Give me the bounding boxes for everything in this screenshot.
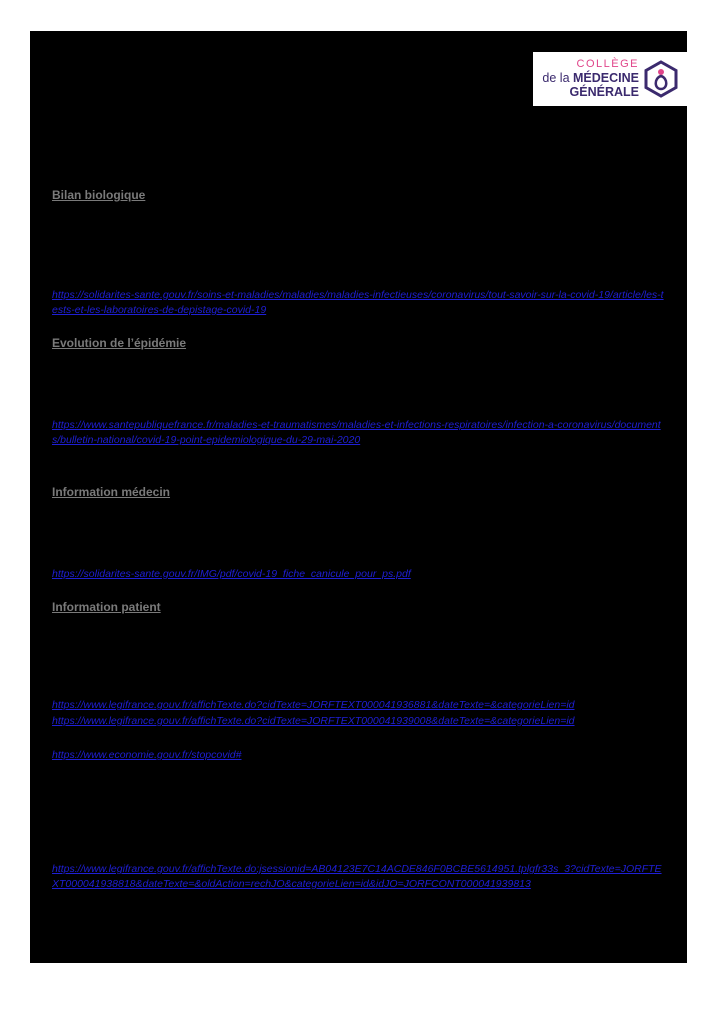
heading-information-patient: Information patient — [52, 600, 161, 614]
logo-line-college: COLLÈGE — [576, 58, 639, 70]
link-stopcovid[interactable]: https://www.economie.gouv.fr/stopcovid# — [52, 749, 242, 761]
logo-wordmark — [542, 57, 639, 99]
logo-line-medecine: de la MÉDECINE — [542, 71, 639, 85]
link-legifrance-1[interactable]: https://www.legifrance.gouv.fr/affichTexte.do?cidTexte=JORFTEXT000041936881&dateTexte=&categorieLien=id — [52, 699, 575, 711]
link-legifrance-3[interactable]: https://www.legifrance.gouv.fr/affichTexte.do;jsessionid=AB04123E7C14ACDE846F0BCBE5614951.tplgfr33s_3?cidTexte=JORFTEXT000041938818&dateTexte=&oldAction=rechJO&categorieLien=id&idJO=JORFCONT000041939813 — [52, 863, 662, 890]
logo-line-generale: GÉNÉRALE — [569, 85, 639, 99]
link-fiche-canicule[interactable]: https://solidarites-sante.gouv.fr/IMG/pdf/covid-19_fiche_canicule_pour_ps.pdf — [52, 568, 411, 580]
link-legifrance-2[interactable]: https://www.legifrance.gouv.fr/affichTexte.do?cidTexte=JORFTEXT000041939008&dateTexte=&categorieLien=id — [52, 715, 575, 727]
heading-information-medecin: Information médecin — [52, 485, 171, 499]
heading-evolution-epidemie: Evolution de l’épidémie — [52, 336, 187, 350]
link-point-epidemiologique[interactable]: https://www.santepubliquefrance.fr/maladies-et-traumatismes/maladies-et-infections-respiratoires/infection-a-coronavirus/documents/bulletin-national/covid-19-point-epidemiologique-du-29-mai-2020 — [52, 419, 661, 446]
link-tests-laboratoires[interactable]: https://solidarites-sante.gouv.fr/soins-et-maladies/maladies/maladies-infectieuses/coronavirus/tout-savoir-sur-la-covid-19/article/les-tests-et-les-laboratoires-de-depistage-covid-19 — [52, 289, 664, 316]
college-medecine-generale-logo — [533, 52, 687, 106]
heading-bilan-biologique: Bilan biologique — [52, 188, 146, 202]
hexagon-logo-icon — [642, 59, 680, 99]
